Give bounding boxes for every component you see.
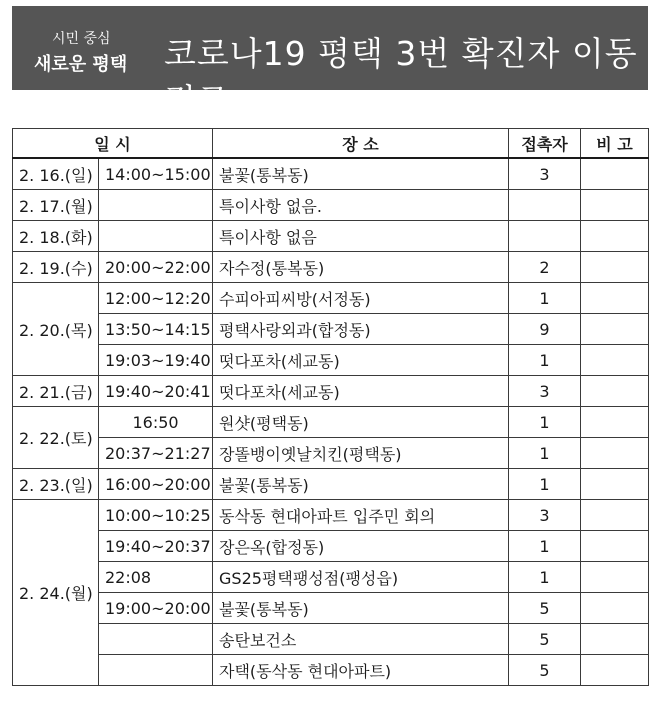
place-cell: 수피아피씨방(서정동) — [213, 283, 509, 314]
note-cell — [581, 531, 649, 562]
note-cell — [581, 158, 649, 190]
column-header-datetime: 일 시 — [13, 129, 213, 159]
slogan-small: 시민 중심 — [52, 31, 111, 47]
time-cell — [99, 190, 213, 221]
note-cell — [581, 376, 649, 407]
note-cell — [581, 283, 649, 314]
date-cell: 2. 24.(월) — [13, 500, 99, 686]
header-banner — [12, 6, 648, 120]
time-cell: 19:40~20:37 — [99, 531, 213, 562]
contacts-cell — [509, 190, 581, 221]
contacts-cell: 1 — [509, 345, 581, 376]
note-cell — [581, 500, 649, 531]
table-row — [13, 655, 649, 686]
time-cell: 14:00~15:00 — [99, 158, 213, 190]
place-cell: 동삭동 현대아파트 입주민 회의 — [213, 500, 509, 531]
note-cell — [581, 624, 649, 655]
time-cell: 16:50 — [99, 407, 213, 438]
place-cell: 원샷(평택동) — [213, 407, 509, 438]
table-row — [13, 158, 649, 190]
place-cell: 떳다포차(세교동) — [213, 376, 509, 407]
place-cell: 특이사항 없음 — [213, 221, 509, 252]
place-cell: 장은옥(합정동) — [213, 531, 509, 562]
table-row — [13, 469, 649, 500]
place-cell: 송탄보건소 — [213, 624, 509, 655]
contacts-cell: 5 — [509, 593, 581, 624]
table-row — [13, 252, 649, 283]
contacts-cell: 1 — [509, 407, 581, 438]
table-row — [13, 314, 649, 345]
date-cell: 2. 20.(목) — [13, 283, 99, 376]
contacts-cell: 1 — [509, 562, 581, 593]
contacts-cell: 9 — [509, 314, 581, 345]
time-cell — [99, 624, 213, 655]
date-cell: 2. 19.(수) — [13, 252, 99, 283]
place-cell: 자수정(통복동) — [213, 252, 509, 283]
note-cell — [581, 407, 649, 438]
slogan-big: 새로운 평택 — [34, 54, 128, 75]
place-cell: 특이사항 없음. — [213, 190, 509, 221]
date-cell: 2. 16.(일) — [13, 158, 99, 190]
date-cell: 2. 23.(일) — [13, 469, 99, 500]
contacts-cell: 1 — [509, 283, 581, 314]
table-row — [13, 562, 649, 593]
table-row — [13, 345, 649, 376]
contacts-cell: 1 — [509, 438, 581, 469]
place-cell: 떳다포차(세교동) — [213, 345, 509, 376]
time-cell: 13:50~14:15 — [99, 314, 213, 345]
contacts-cell: 2 — [509, 252, 581, 283]
table-row — [13, 283, 649, 314]
place-cell: GS25평택팽성점(팽성읍) — [213, 562, 509, 593]
note-cell — [581, 345, 649, 376]
table-row — [13, 407, 649, 438]
time-cell: 19:00~20:00 — [99, 593, 213, 624]
contacts-cell — [509, 221, 581, 252]
table-header-row — [13, 129, 649, 159]
date-cell: 2. 21.(금) — [13, 376, 99, 407]
table-row — [13, 593, 649, 624]
column-header-note: 비 고 — [581, 129, 649, 159]
contacts-cell: 1 — [509, 531, 581, 562]
date-cell: 2. 17.(월) — [13, 190, 99, 221]
contacts-cell: 1 — [509, 469, 581, 500]
table-row — [13, 376, 649, 407]
note-cell — [581, 221, 649, 252]
time-cell — [99, 221, 213, 252]
column-header-place: 장 소 — [213, 129, 509, 159]
time-cell: 10:00~10:25 — [99, 500, 213, 531]
place-cell: 평택사랑외과(합정동) — [213, 314, 509, 345]
note-cell — [581, 593, 649, 624]
time-cell: 20:00~22:00 — [99, 252, 213, 283]
table-row — [13, 531, 649, 562]
date-cell: 2. 22.(토) — [13, 407, 99, 469]
time-cell: 20:37~21:27 — [99, 438, 213, 469]
time-cell: 22:08 — [99, 562, 213, 593]
place-cell: 불꽃(통복동) — [213, 469, 509, 500]
page-title: 코로나19 평택 3번 확진자 이동 경로 — [164, 34, 638, 120]
contacts-cell: 3 — [509, 500, 581, 531]
time-cell: 16:00~20:00 — [99, 469, 213, 500]
table-row — [13, 190, 649, 221]
table-row — [13, 438, 649, 469]
place-cell: 자택(동삭동 현대아파트) — [213, 655, 509, 686]
note-cell — [581, 562, 649, 593]
place-cell: 불꽃(통복동) — [213, 158, 509, 190]
table-row — [13, 221, 649, 252]
note-cell — [581, 190, 649, 221]
note-cell — [581, 252, 649, 283]
route-table — [12, 128, 649, 686]
contacts-cell: 5 — [509, 624, 581, 655]
contacts-cell: 3 — [509, 158, 581, 190]
table-row — [13, 500, 649, 531]
time-cell: 19:40~20:41 — [99, 376, 213, 407]
time-cell: 19:03~19:40 — [99, 345, 213, 376]
note-cell — [581, 314, 649, 345]
time-cell — [99, 655, 213, 686]
note-cell — [581, 469, 649, 500]
note-cell — [581, 655, 649, 686]
column-header-contacts: 접촉자 — [509, 129, 581, 159]
contacts-cell: 5 — [509, 655, 581, 686]
date-cell: 2. 18.(화) — [13, 221, 99, 252]
time-cell: 12:00~12:20 — [99, 283, 213, 314]
place-cell: 불꽃(통복동) — [213, 593, 509, 624]
place-cell: 장똘뱅이옛날치킨(평택동) — [213, 438, 509, 469]
table-row — [13, 624, 649, 655]
contacts-cell: 3 — [509, 376, 581, 407]
note-cell — [581, 438, 649, 469]
